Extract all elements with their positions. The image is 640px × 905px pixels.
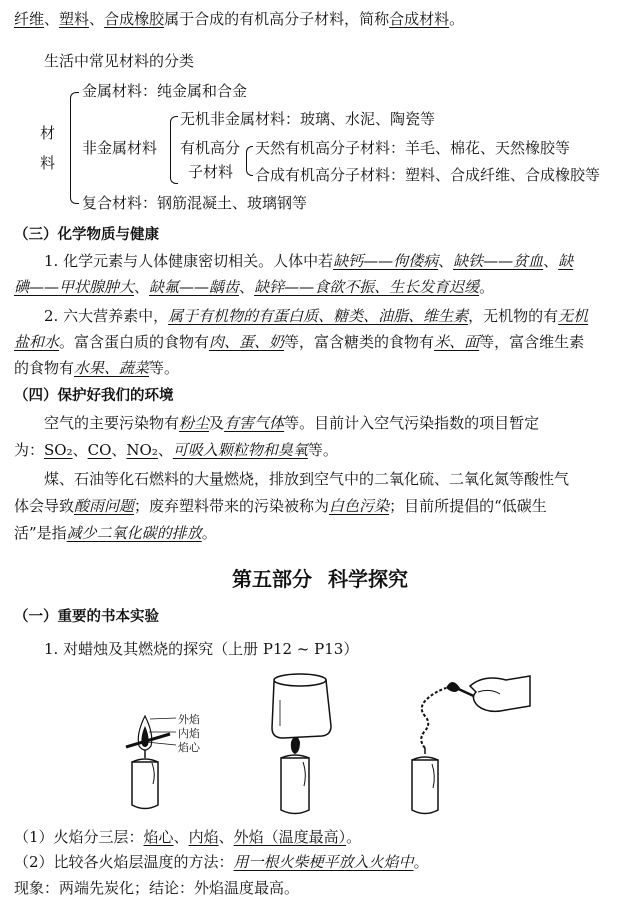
text: 。 [413,853,429,871]
section3-title: （三）化学物质与健康 [14,227,159,243]
term: 外焰（温度最高） [233,828,347,846]
term: 焰心 [143,828,174,846]
term: 属于有机物的有蛋白质、糖类、油脂、维生素 [168,307,469,325]
sep: 、 [89,10,105,28]
section4-title: （四）保护好我们的环境 [14,388,174,404]
term: 可吸入颗粒物和臭氧 [172,441,308,459]
experiment-item1: 1. 对蜡烛及其燃烧的探究（上册 P12 ~ P13） [44,640,359,658]
tree-synthetic: 合成有机高分子材料：塑料、合成纤维、合成橡胶等 [255,166,601,184]
sep: 、 [438,252,454,270]
text: 。 [449,10,465,28]
tree-composite: 复合材料：钢筋混凝土、玻璃钢等 [82,194,308,212]
term: 无机 [558,307,589,325]
text: 。 [201,524,217,542]
term: 盐和水 [14,333,60,351]
section4-p1-line2 [14,439,628,461]
term: 缺锌——食欲不振、生长发育迟缓 [254,278,480,296]
sep: 、 [218,828,234,846]
sep: 、 [543,252,559,270]
text: 。富含蛋白质的食物有 [59,333,210,351]
text: 2. 六大营养素中， [44,307,169,325]
sep: 、 [239,278,255,296]
text: ，无机物的有 [468,307,559,325]
term: 白色污染 [329,497,390,515]
section4-p2-line3 [14,522,628,544]
finding-3: 现象：两端先炭化；结论：外焰温度最高。 [14,879,300,897]
finding-1 [14,826,628,848]
sep: 、 [134,278,150,296]
tree-root: 材料 [40,124,56,172]
text: （1）火焰分三层： [14,828,144,846]
term: 粉尘 [179,414,210,432]
term: 缺钙——佝偻病 [333,252,439,270]
finding-2 [14,851,628,873]
text: ；废弃塑料带来的污染被称为 [134,497,330,515]
term: CO [87,441,112,459]
section3-p2-line2 [14,331,628,353]
section3-p1-line1 [44,250,628,272]
term: 合成橡胶 [104,10,165,28]
term: 碘——甲状腺肿大 [14,278,135,296]
candle-2-figure [272,674,331,814]
section4-p2-line1: 煤、石油等化石燃料的大量燃烧，排放到空气中的二氧化硫、二氧化氮等酸性气 [44,470,570,488]
term: 用一根火柴梗平放入火焰中 [233,853,414,871]
tree-nonmetal: 非金属材料 [82,139,158,157]
label-flame-core: 焰心 [178,741,200,754]
text: 属于合成的有机高分子材料，简称 [164,10,390,28]
text: 。 [479,278,495,296]
classification-heading: 生活中常见材料的分类 [44,52,195,70]
tree-organic-b: 子材料 [188,163,234,181]
term: 水果、蔬菜 [74,359,150,377]
section3-p1-line2 [14,276,628,298]
tree-inorganic: 无机非金属材料：玻璃、水泥、陶瓷等 [180,110,436,128]
sep: 、 [111,441,127,459]
text: 等，富含糖类的食物有 [284,333,435,351]
term: 肉、蛋、奶 [209,333,285,351]
section4-p2-line2 [14,495,628,517]
term: 塑料 [59,10,90,28]
term: 减少二氧化碳的排放 [66,524,202,542]
text: 为： [14,441,45,459]
text: 等。 [307,441,338,459]
term: 酸雨问题 [74,497,135,515]
text: 等。目前计入空气污染指数的项目暂定 [284,414,540,432]
sep: 、 [44,10,60,28]
term: 有害气体 [224,414,285,432]
term: 纤维 [14,10,45,28]
candle-3-figure [412,676,530,814]
intro-line [14,8,628,30]
label-inner-flame: 内焰 [178,727,200,740]
text: （2）比较各火焰层温度的方法： [14,853,234,871]
text: 体会导致 [14,497,75,515]
tree-organic-a: 有机高分 [180,139,241,157]
sep: 、 [173,828,189,846]
candle-1-figure [126,716,176,809]
text: 的食物有 [14,359,75,377]
tree-brace-organic [246,146,253,176]
tree-natural: 天然有机高分子材料：羊毛、棉花、天然橡胶等 [255,139,571,157]
label-outer-flame: 外焰 [178,713,200,726]
tree-brace-nonmetal [170,116,178,184]
section3-p2-line1 [44,305,628,327]
experiments-title: （一）重要的书本实验 [14,609,159,625]
term: 内焰 [188,828,219,846]
term: 缺 [558,252,574,270]
term: NO₂ [126,441,158,459]
text: 1. 化学元素与人体健康密切相关。人体中若 [44,252,334,270]
term: 米、面 [434,333,480,351]
candle-illustrations [0,670,640,820]
sep: 、 [72,441,88,459]
term: SO₂ [44,441,73,459]
tree-brace-root [70,92,79,204]
sep: 、 [157,441,173,459]
term: 缺氟——龋齿 [149,278,240,296]
section4-p1-line1 [44,412,628,434]
text: ；目前所提倡的“低碳生 [389,497,547,515]
text: 空气的主要污染物有 [44,414,180,432]
text: 。 [346,828,362,846]
text: 活”是指 [14,524,67,542]
text: 及 [209,414,225,432]
text: 等。 [149,359,180,377]
text: 等，富含维生素 [479,333,585,351]
part5-title [0,563,640,592]
term: 合成材料 [389,10,450,28]
tree-metal: 金属材料：纯金属和合金 [82,82,248,100]
term: 缺铁——贫血 [453,252,544,270]
section3-p2-line3 [14,357,628,379]
part5-name: 科学探究 [328,567,408,591]
part5-num: 第五部分 [232,567,312,591]
